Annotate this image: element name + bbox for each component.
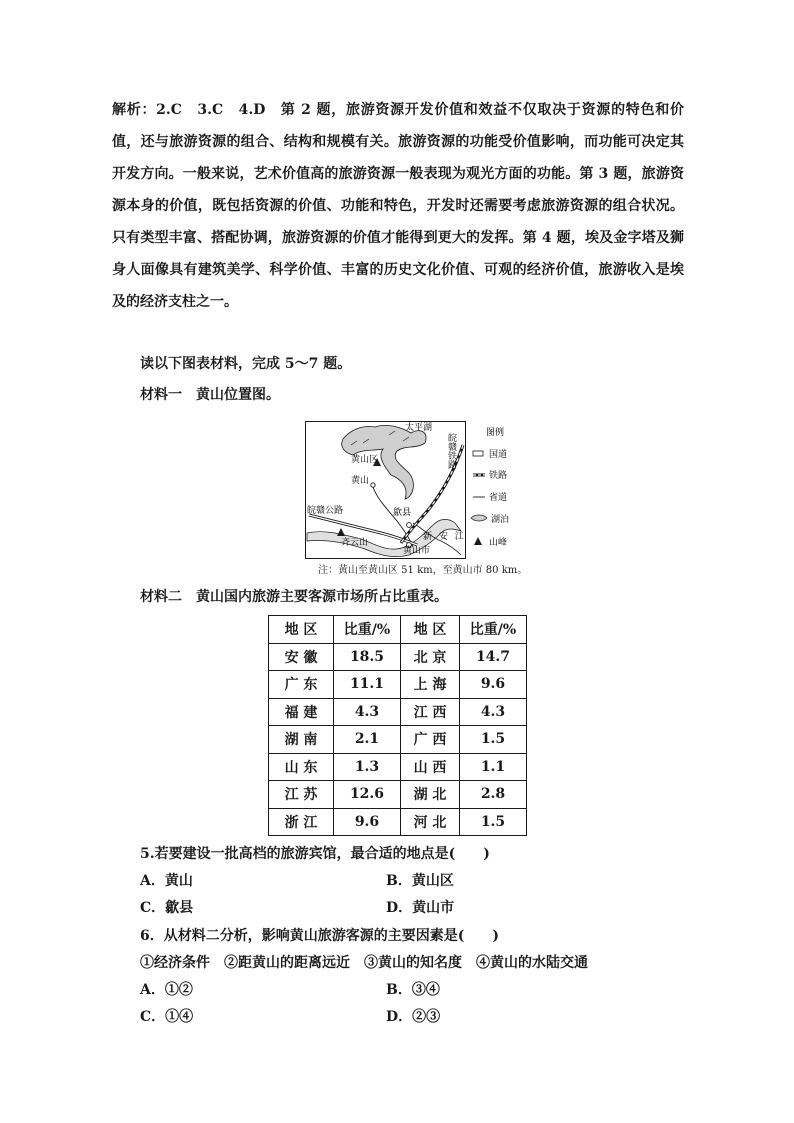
question-5-option-b: B．黄山区 <box>386 873 454 889</box>
question-6-option-d: D．②③ <box>386 1009 441 1025</box>
table-cell: 北 京 <box>401 643 460 671</box>
table-cell: 山 西 <box>401 753 460 781</box>
table-cell: 12.6 <box>334 781 401 809</box>
table-row <box>269 671 527 699</box>
map-legend <box>471 426 509 548</box>
map-label-taiping-lake: 太平湖 <box>405 423 433 433</box>
material2-title: 材料二 黄山国内旅游主要客源市场所占比重表。 <box>140 589 448 605</box>
lake-icon <box>471 515 487 521</box>
map-label-huangshan-city: 黄山市 <box>403 546 431 556</box>
table-cell: 湖 南 <box>269 726 334 754</box>
table-cell: 4.3 <box>334 698 401 726</box>
table-cell: 湖 北 <box>401 781 460 809</box>
map-label-xinan-river: 新 安 江 <box>423 532 466 542</box>
question-6-option-b: B．③④ <box>386 982 440 998</box>
table-cell: 18.5 <box>334 643 401 671</box>
question-5-option-a: A．黄山 <box>140 873 193 889</box>
question-6-factors: ①经济条件 ②距黄山的距离远近 ③黄山的知名度 ④黄山的水陆交通 <box>140 955 588 971</box>
analysis-paragraph: 解析：2.C 3.C 4.D 第 2 题，旅游资源开发价值和效益不仅取决于资源的特色和价值，还与旅游资源的组合、结构和规模有关。旅游资源的功能受价值影响，而功能可决定其开发方向。一般来说，艺术价值高的旅游资源一般表现为观光方面的功能。第 3 题，旅游资源本身的价值，既包括资源的价值、功能和特色，开发时还需要考虑旅游资源的组合状况。只有类型丰富、搭配协调，旅游资源的价值才能得到更大的发挥。第 4 题，埃及金字塔及狮身人面像具有建筑美学、科学价值、丰富的历史文化价值、可观的经济价值，旅游收入是埃及的经济支柱之一。 <box>112 102 684 310</box>
table-cell: 2.8 <box>460 781 527 809</box>
material1-title: 材料一 黄山位置图。 <box>140 387 280 403</box>
table-row <box>269 643 527 671</box>
map-label-huangshan-district: 黄山区 <box>351 455 379 465</box>
table-cell: 广 西 <box>401 726 460 754</box>
table-cell: 上 海 <box>401 671 460 699</box>
table-row <box>269 753 527 781</box>
qiyun-peak-icon <box>337 528 345 536</box>
table-cell: 山 东 <box>269 753 334 781</box>
question-6-option-a: A．①② <box>140 982 193 998</box>
source-market-table <box>268 615 527 836</box>
table-row <box>269 698 527 726</box>
map-label-wangan-road: 皖赣公路 <box>307 506 344 516</box>
table-cell: 4.3 <box>460 698 527 726</box>
question-5-option-d: D．黄山市 <box>386 900 455 916</box>
legend-railway: 铁路 <box>489 471 508 481</box>
map-label-shexian: 歙县 <box>393 508 412 518</box>
header-share-1: 比重/% <box>334 616 401 644</box>
peak-icon <box>474 537 482 545</box>
map-label-railway: 皖赣铁路 <box>446 433 456 469</box>
map-label-huangshan-peak: 黄山 <box>351 476 370 486</box>
map-label-qiyun-mountain: 齐云山 <box>341 538 369 548</box>
legend-lake: 湖泊 <box>491 515 510 525</box>
table-cell: 安 徽 <box>269 643 334 671</box>
legend-title: 图例 <box>486 428 505 438</box>
table-cell: 福 建 <box>269 698 334 726</box>
table-cell: 2.1 <box>334 726 401 754</box>
table-cell: 9.6 <box>334 808 401 836</box>
legend-peak: 山峰 <box>489 538 508 548</box>
map-note: 注：黄山至黄山区 51 km，至黄山市 80 km。 <box>318 565 528 576</box>
table-cell: 1.5 <box>460 808 527 836</box>
table-row <box>269 808 527 836</box>
table-cell: 江 西 <box>401 698 460 726</box>
table-cell: 河 北 <box>401 808 460 836</box>
question-5-option-c: C．歙县 <box>140 900 194 916</box>
table-cell: 11.1 <box>334 671 401 699</box>
table-header-row <box>269 616 527 644</box>
question-5-stem: 5.若要建设一批高档的旅游宾馆，最合适的地点是( ) <box>140 846 490 862</box>
legend-provincial-road: 省道 <box>489 493 508 503</box>
table-cell: 14.7 <box>460 643 527 671</box>
table-cell: 1.1 <box>460 753 527 781</box>
header-region-2: 地 区 <box>401 616 460 644</box>
legend-national-road: 国道 <box>489 450 508 460</box>
table-cell: 1.5 <box>460 726 527 754</box>
table-cell: 江 苏 <box>269 781 334 809</box>
huangshan-location-map <box>305 421 520 559</box>
table-cell: 1.3 <box>334 753 401 781</box>
question-6-stem: 6．从材料二分析，影响黄山旅游客源的主要因素是( ) <box>140 928 499 944</box>
table-cell: 9.6 <box>460 671 527 699</box>
question-6-option-c: C．①④ <box>140 1009 194 1025</box>
table-cell: 广 东 <box>269 671 334 699</box>
table-cell: 浙 江 <box>269 808 334 836</box>
table-row <box>269 781 527 809</box>
header-share-2: 比重/% <box>460 616 527 644</box>
table-row <box>269 726 527 754</box>
instruction-text: 读以下图表材料，完成 5～7 题。 <box>140 356 352 372</box>
header-region-1: 地 区 <box>269 616 334 644</box>
